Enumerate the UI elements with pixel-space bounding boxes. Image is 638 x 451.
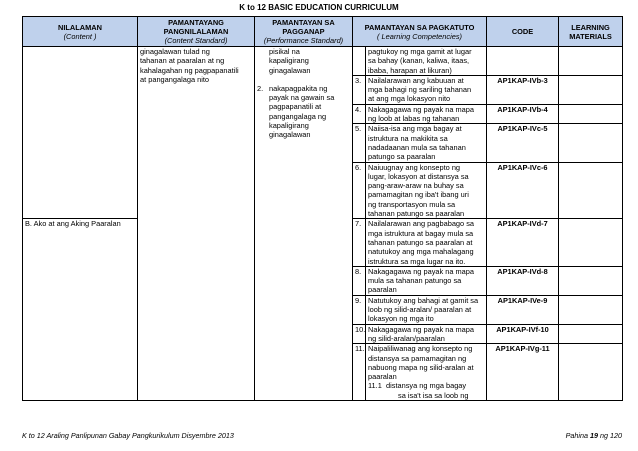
header-pagganap-label: PAMANTAYAN SA PAGGANAP: [272, 18, 335, 36]
learning-materials-cell: [559, 75, 623, 104]
competency-line: pagtukoy ng mga gamit at lugar: [368, 47, 472, 56]
learning-materials-cell: [559, 324, 623, 344]
competency-line: tahanan patungo sa paaralan at: [368, 237, 473, 247]
competency-line: mga istruktura at bagay mula sa: [368, 228, 474, 238]
competency-line: loob ng silid-aralan/ paaralan at: [368, 305, 472, 315]
competency-line: istruktura sa mga lugar na ito.: [368, 256, 466, 266]
competency-text: [366, 124, 487, 162]
sub-competency-line: distansya ng mga bagay: [386, 381, 467, 391]
competency-code: AP1KAP-IVg-11: [487, 344, 559, 401]
competency-line: tahanan patungo sa paaralan: [368, 209, 465, 219]
competency-line: lokasyon ng mga ito: [368, 314, 434, 324]
learning-materials-cell: [559, 104, 623, 124]
item-text: [269, 84, 334, 140]
competency-line: ng loob at labas ng tahanan: [368, 114, 460, 124]
competency-line: Nailalarawan ang pagbabago sa: [368, 219, 475, 229]
curriculum-table: [22, 16, 623, 401]
learning-materials-cell: [559, 124, 623, 162]
competency-line: ng transportasyon mula sa: [368, 199, 456, 209]
competency-line: mula sa tahanan patungo sa: [368, 276, 462, 286]
competency-code: AP1KAP-IVd-8: [487, 266, 559, 295]
header-nilalaman: [23, 17, 138, 47]
header-materials: LEARNING MATERIALS: [559, 17, 623, 47]
performance-standard-line: pagpapanatili at: [269, 102, 322, 112]
sub-text: [386, 381, 468, 400]
competency-number: [353, 47, 366, 76]
sub-competency: [368, 381, 484, 400]
spacer: [257, 75, 350, 84]
cell-content-standard: [138, 47, 255, 401]
competency-code: AP1KAP-IVc-5: [487, 124, 559, 162]
competency-code: AP1KAP-IVb-3: [487, 75, 559, 104]
competency-number: 9.: [353, 295, 366, 324]
competency-line: patungo sa paaralan: [368, 152, 436, 162]
competency-line: pamamagitan ng iba't ibang uri: [368, 190, 469, 200]
competency-line: istruktura na makikita sa: [368, 133, 448, 143]
document-title: K to 12 BASIC EDUCATION CURRICULUM: [239, 3, 399, 12]
competency-number: 11.: [353, 344, 366, 401]
competency-code: AP1KAP-IVd-7: [487, 219, 559, 266]
performance-standard-line: kapaligirang: [269, 56, 309, 66]
performance-item-2: [257, 84, 350, 140]
competency-code: AP1KAP-IVe-9: [487, 295, 559, 324]
content-standard-line: at pangangalaga nito: [140, 74, 210, 84]
competency-line: Nakagagawa ng payak na mapa: [368, 324, 475, 334]
performance-standard-line: pangangalaga ng: [269, 111, 327, 121]
competency-line: pang-araw-araw na buhay sa: [368, 181, 464, 191]
competency-line: nadadaanan mula sa tahanan: [368, 142, 466, 152]
content-standard-line: kahalagahan ng pagpapanatili: [140, 65, 239, 75]
competency-line: Nakagagawa ng payak na mapa: [368, 104, 475, 114]
competency-line: Naiuugnay ang konsepto ng: [368, 162, 461, 172]
performance-standard-line: ginagalawan: [269, 65, 311, 75]
learning-materials-cell: [559, 162, 623, 219]
footer-page-total: 120: [610, 431, 622, 440]
learning-materials-cell: [559, 266, 623, 295]
competency-line: natutukoy ang mga mahalagang: [368, 247, 474, 257]
competency-number: 10.: [353, 324, 366, 344]
footer-page-number: 19: [590, 431, 598, 440]
header-pagkatuto: [353, 17, 487, 47]
competency-line: Naiisa-isa ang mga bagay at: [368, 124, 462, 134]
header-pagganap-sub: (Performance Standard): [263, 36, 344, 45]
performance-standard-line: payak na gawain sa: [269, 93, 335, 103]
competency-code: [487, 47, 559, 76]
header-row: [23, 17, 623, 47]
cell-performance-standard: [255, 47, 353, 401]
competency-text: [366, 295, 487, 324]
competency-text: [366, 162, 487, 219]
header-pagkatuto-sub: ( Learning Competencies): [376, 31, 463, 41]
footer-title: K to 12 Araling Panlipunan Gabay Pangkurikulum Disyembre 2013: [22, 431, 234, 440]
competency-line: nabuong mapa ng silid-aralan at: [368, 362, 474, 372]
competency-code: AP1KAP-IVf-10: [487, 324, 559, 344]
learning-materials-cell: [559, 295, 623, 324]
header-pagganap: [255, 17, 353, 47]
learning-materials-cell: [559, 219, 623, 266]
competency-number: 5.: [353, 124, 366, 162]
competency-line: mga bahagi ng sariling tahanan: [368, 85, 472, 95]
competency-line: Nakagagawa ng payak na mapa: [368, 266, 475, 276]
learning-materials-cell: [559, 47, 623, 76]
competency-line: lugar, lokasyon at distansya sa: [368, 171, 469, 181]
footer-page-word: Pahina: [565, 431, 588, 440]
footer-page: [566, 431, 622, 440]
competency-code: AP1KAP-IVb-4: [487, 104, 559, 124]
competency-line: paaralan: [368, 285, 397, 295]
cell-nilalaman-topic: [23, 219, 138, 401]
table-row: [23, 47, 623, 76]
competency-line: sa bahay (kanan, kaliwa, itaas,: [368, 56, 470, 66]
header-code: CODE: [487, 17, 559, 47]
competency-line: ibaba, harapan at likuran): [368, 65, 452, 75]
competency-line: paaralan: [368, 372, 397, 382]
competency-number: 4.: [353, 104, 366, 124]
competency-line: Naipaliliwanag ang konsepto ng: [368, 344, 473, 354]
header-pangnilalaman: [138, 17, 255, 47]
competency-line: Nailalarawan ang kabuuan at: [368, 75, 464, 85]
performance-standard-line: kapaligirang: [269, 121, 309, 131]
header-pangnilalaman-sub: (Content Standard): [164, 36, 228, 45]
competency-line: Natutukoy ang bahagi at gamit sa: [368, 295, 479, 305]
header-nilalaman-sub: (Content ): [63, 31, 97, 41]
sub-number: 11.1: [368, 381, 382, 391]
performance-standard-line: nakapagpakita ng: [269, 83, 328, 93]
cell-nilalaman: [23, 47, 138, 219]
competency-text: [366, 324, 487, 344]
content-standard-line: tahanan at paaralan at ng: [140, 56, 225, 66]
competency-line: ng silid-aralan/paaralan: [368, 333, 445, 343]
competency-text: [366, 75, 487, 104]
header-pagkatuto-label: PAMANTAYAN SA PAGKATUTO: [364, 22, 475, 32]
competency-text: [366, 219, 487, 266]
competency-code: AP1KAP-IVc-6: [487, 162, 559, 219]
footer-of-word: ng: [600, 431, 608, 440]
competency-text: [366, 47, 487, 76]
competency-number: 3.: [353, 75, 366, 104]
performance-standard-line: pisikal na: [269, 47, 300, 56]
competency-text: [366, 344, 487, 401]
content-topic: B. Ako at ang Aking Paaralan: [25, 219, 121, 229]
competency-number: 8.: [353, 266, 366, 295]
header-pangnilalaman-label: PAMANTAYANG PANGNILALAMAN: [163, 18, 229, 36]
sub-competency-line: sa isa't isa sa loob ng: [398, 390, 469, 400]
competency-number: 6.: [353, 162, 366, 219]
performance-standard-line: ginagalawan: [269, 130, 311, 140]
learning-materials-cell: [559, 344, 623, 401]
content-standard-line: ginagalawan tulad ng: [140, 47, 210, 56]
competency-line: distansya sa pamamagitan ng: [368, 353, 467, 363]
header-nilalaman-label: NILALAMAN: [58, 22, 102, 32]
item-number: 2.: [257, 83, 264, 93]
competency-text: [366, 104, 487, 124]
competency-text: [366, 266, 487, 295]
competency-number: 7.: [353, 219, 366, 266]
competency-line: at ang mga lokasyon nito: [368, 94, 451, 104]
